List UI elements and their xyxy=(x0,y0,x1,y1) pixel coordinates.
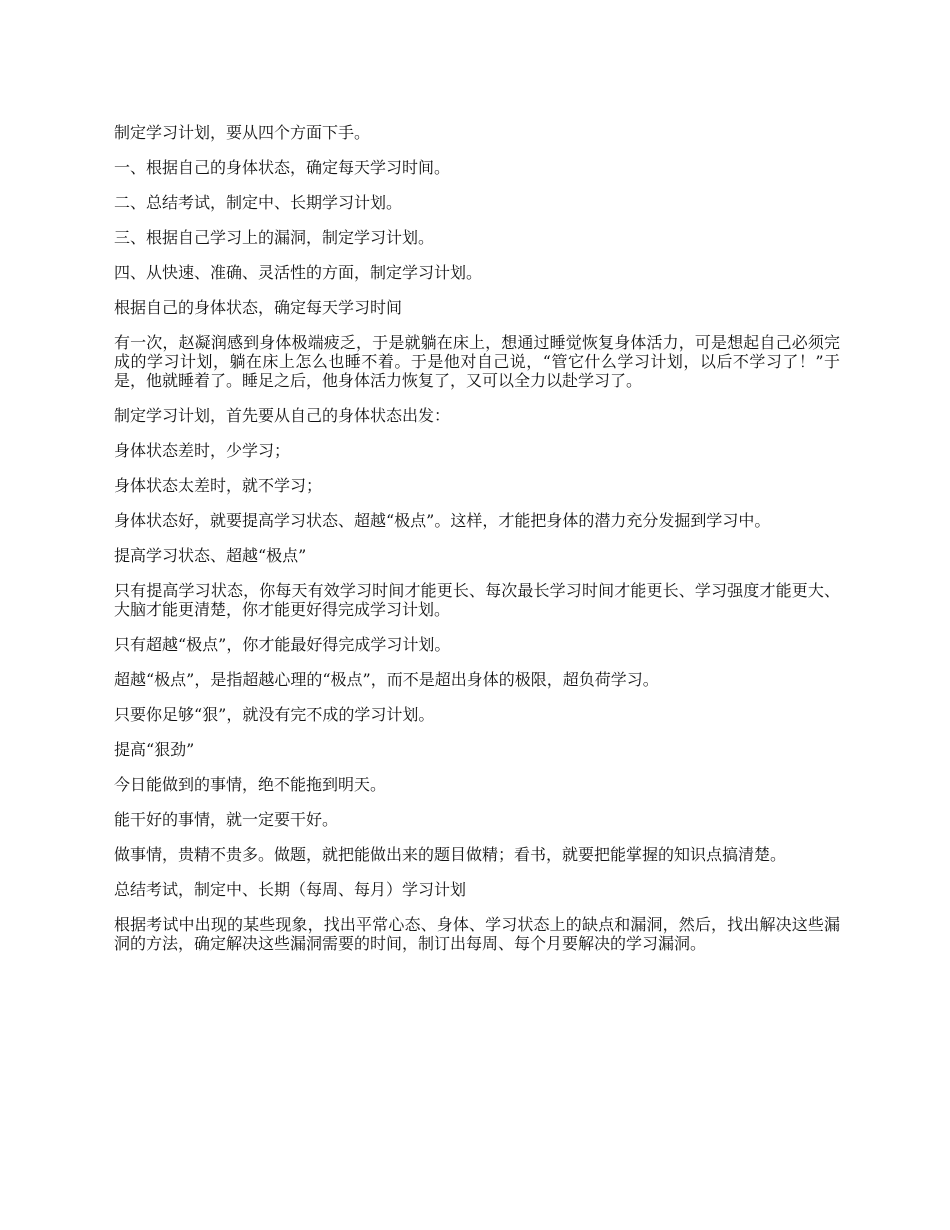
paragraph-determination: 只要你足够“狠”，就没有完不成的学习计划。 xyxy=(114,705,435,724)
paragraph-poor-state: 身体状态差时，少学习； xyxy=(114,441,291,460)
paragraph-very-poor-state: 身体状态太差时，就不学习； xyxy=(114,476,323,495)
paragraph-story: 有一次，赵凝润感到身体极端疲乏，于是就躺在床上，想通过睡觉恢复身体活力，可是想起自己必须完成的学习计划，躺在床上怎么也睡不着。于是他对自己说，“管它什么学习计划，以后不学习了！”于是，他就睡着了。睡足之后，他身体活力恢复了，又可以全力以赴学习了。 xyxy=(114,333,840,390)
list-item-2: 二、总结考试，制定中、长期学习计划。 xyxy=(114,193,403,212)
paragraph-exam-analysis: 根据考试中出现的某些现象，找出平常心态、身体、学习状态上的缺点和漏洞，然后，找出解决这些漏洞的方法，确定解决这些漏洞需要的时间，制订出每周、每个月要解决的学习漏洞。 xyxy=(114,915,840,953)
paragraph-quality-over-quantity: 做事情，贵精不贵多。做题，就把能做出来的题目做精；看书，就要把能掌握的知识点搞清楚。 xyxy=(114,845,787,864)
list-item-3: 三、根据自己学习上的漏洞，制定学习计划。 xyxy=(114,228,435,247)
list-item-4: 四、从快速、准确、灵活性的方面，制定学习计划。 xyxy=(114,263,483,282)
section-heading-exam-summary: 总结考试，制定中、长期（每周、每月）学习计划 xyxy=(114,880,467,899)
paragraph-good-state: 身体状态好，就要提高学习状态、超越“极点”。这样，才能把身体的潜力充分发掘到学习中。 xyxy=(114,511,771,530)
document-body xyxy=(114,123,840,969)
paragraph-no-delay: 今日能做到的事情，绝不能拖到明天。 xyxy=(114,775,387,794)
section-heading-surpass-limit: 提高学习状态、超越“极点” xyxy=(114,546,307,565)
paragraph-surpass-limit: 只有超越“极点”，你才能最好得完成学习计划。 xyxy=(114,635,451,654)
paragraph-limit-definition: 超越“极点”，是指超越心理的“极点”，而不是超出身体的极限，超负荷学习。 xyxy=(114,670,659,689)
paragraph-improve-state: 只有提高学习状态，你每天有效学习时间才能更长、每次最长学习时间才能更长、学习强度才能更大、大脑才能更清楚，你才能更好得完成学习计划。 xyxy=(114,581,840,619)
section-heading-body-state: 根据自己的身体状态，确定每天学习时间 xyxy=(114,298,403,317)
list-item-1: 一、根据自己的身体状态，确定每天学习时间。 xyxy=(114,158,451,177)
section-heading-determination: 提高“狠劲” xyxy=(114,740,195,759)
paragraph-body-state-intro: 制定学习计划，首先要从自己的身体状态出发： xyxy=(114,406,451,425)
paragraph-intro: 制定学习计划，要从四个方面下手。 xyxy=(114,123,371,142)
paragraph-do-well: 能干好的事情，就一定要干好。 xyxy=(114,810,339,829)
